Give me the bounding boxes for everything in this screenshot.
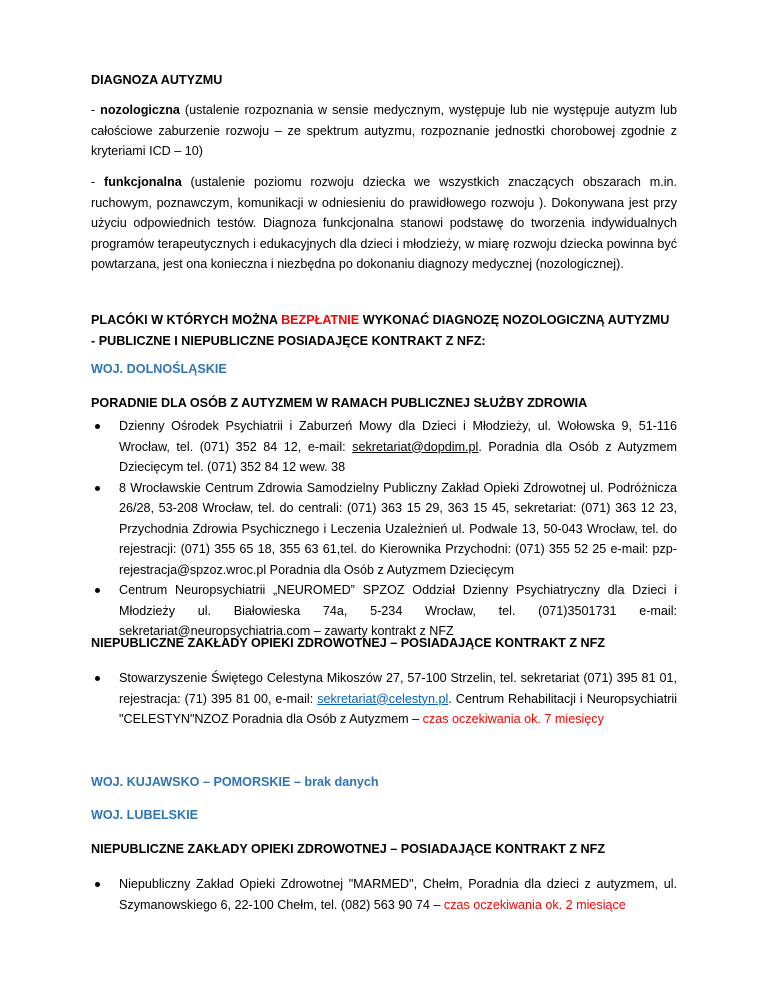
region-heading-lubelskie: WOJ. LUBELSKIE	[91, 808, 199, 822]
region-heading-kujawsko: WOJ. KUJAWSKO – POMORSKIE – brak danych	[91, 775, 379, 789]
list-dolnoslaskie-private	[91, 668, 677, 730]
paragraph-funkcjonalna: - funkcjonalna (ustalenie poziomu rozwoju dziecka we wszystkich znaczących obszarach m.in. ruchowym, poznawczym, komunikacji w odniesieniu do prawidłowego rozwoju ). Dokonywana jest przy użyciu odpowiednich testów. Diagnoza funkcjonalna stanowi podstawę do tworzenia indywidualnych programów terapeutycznych i edukacyjnych dla dzieci i młodzieży, w miarę rozwoju dziecka powinna być powtarzana, jest ona konieczna i niezbędna po dokonaniu diagnozy medycznej (nozologicznej).	[91, 175, 677, 271]
email-link[interactable]: sekretariat@dopdim.pl	[352, 439, 479, 454]
list-item: Dzienny Ośrodek Psychiatrii i Zaburzeń Mowy dla Dzieci i Młodzieży, ul. Wołowska 9, 51-116 Wrocław, tel. (071) 352 84 12, e-mail: sekretariat@dopdim.pl. Poradnia dla Osób z Autyzmem Dziecięcym tel. (071) 352 84 12 wew. 38	[91, 416, 677, 478]
section-heading-public: PORADNIE DLA OSÓB Z AUTYZMEM W RAMACH PUBLICZNEJ SŁUŻBY ZDROWIA	[91, 396, 588, 410]
list-item: Centrum Neuropsychiatrii „NEUROMED” SPZOZ Oddział Dzienny Psychiatryczny dla Dzieci i Młodzieży ul. Białowieska 74a, 5-234 Wrocław, tel. (071)3501731 e-mail: sekretariat@neuropsychiatria.com – zawarty kontrakt z NFZ	[91, 580, 677, 642]
list-dolnoslaskie-public	[91, 416, 677, 642]
list-item: Stowarzyszenie Świętego Celestyna Mikoszów 27, 57-100 Strzelin, tel. sekretariat (071) 395 81 01, rejestracja: (71) 395 81 00, e-mail: sekretariat@celestyn.pl. Centrum Rehabilitacji i Neuropsychiatrii "CELESTYN"NZOZ Poradnia dla Osób z Autyzmem – czas oczekiwania ok. 7 miesięcy	[91, 668, 677, 730]
section-heading-private: NIEPUBLICZNE ZAKŁADY OPIEKI ZDROWOTNEJ – POSIADAJĄCE KONTRAKT Z NFZ	[91, 842, 606, 856]
places-heading: PLACÓKI W KTÓRYCH MOŻNA BEZPŁATNIE WYKONAĆ DIAGNOZĘ NOZOLOGICZNĄ AUTYZMU - PUBLICZNE I NIEPUBLICZNE POSIADAJĘCE KONTRAKT Z NFZ:	[91, 313, 670, 348]
paragraph-nozologiczna: - nozologiczna (ustalenie rozpoznania w sensie medycznym, występuje lub nie występuje autyzm lub całościowe zaburzenie rozwoju – ze spektrum autyzmu, rozpoznanie jednostki chorobowej zgodnie z kryteriami ICD – 10)	[91, 103, 677, 158]
term-nozologiczna: nozologiczna	[100, 103, 180, 117]
page-title: DIAGNOZA AUTYZMU	[91, 73, 223, 87]
list-item: 8 Wrocławskie Centrum Zdrowia Samodzielny Publiczny Zakład Opieki Zdrowotnej ul. Podróżnicza 26/28, 53-208 Wrocław, tel. do centrali: (071) 363 15 29, 363 15 45, sekretariat: (071) 363 12 23, Przychodnia Zdrowia Psychicznego i Leczenia Uzależnień ul. Podwale 13, 50-043 Wrocław, tel. do rejestracji: (071) 355 65 18, 355 63 61,tel. do Kierownika Przychodni: (071) 355 52 25 e-mail: pzp-rejestracja@spzoz.wroc.pl Poradnia dla Osób z Autyzmem Dziecięcym	[91, 478, 677, 581]
wait-time: czas oczekiwania ok. 2 miesiące	[443, 897, 626, 912]
list-lubelskie-private	[91, 874, 677, 915]
wait-time: czas oczekiwania ok. 7 miesięcy	[422, 712, 604, 726]
list-item: Niepubliczny Zakład Opieki Zdrowotnej "MARMED", Chełm, Poradnia dla dzieci z autyzmem, ul. Szymanowskiego 6, 22-100 Chełm, tel. (082) 563 90 74 – czas oczekiwania ok. 2 miesiące	[91, 874, 677, 915]
free-highlight: BEZPŁATNIE	[281, 313, 360, 327]
section-heading-private: NIEPUBLICZNE ZAKŁADY OPIEKI ZDROWOTNEJ – POSIADAJĄCE KONTRAKT Z NFZ	[91, 636, 606, 650]
region-heading-dolnoslaskie: WOJ. DOLNOŚLĄSKIE	[91, 362, 227, 376]
term-funkcjonalna: funkcjonalna	[104, 175, 182, 189]
email-link[interactable]: sekretariat@celestyn.pl	[317, 691, 449, 706]
